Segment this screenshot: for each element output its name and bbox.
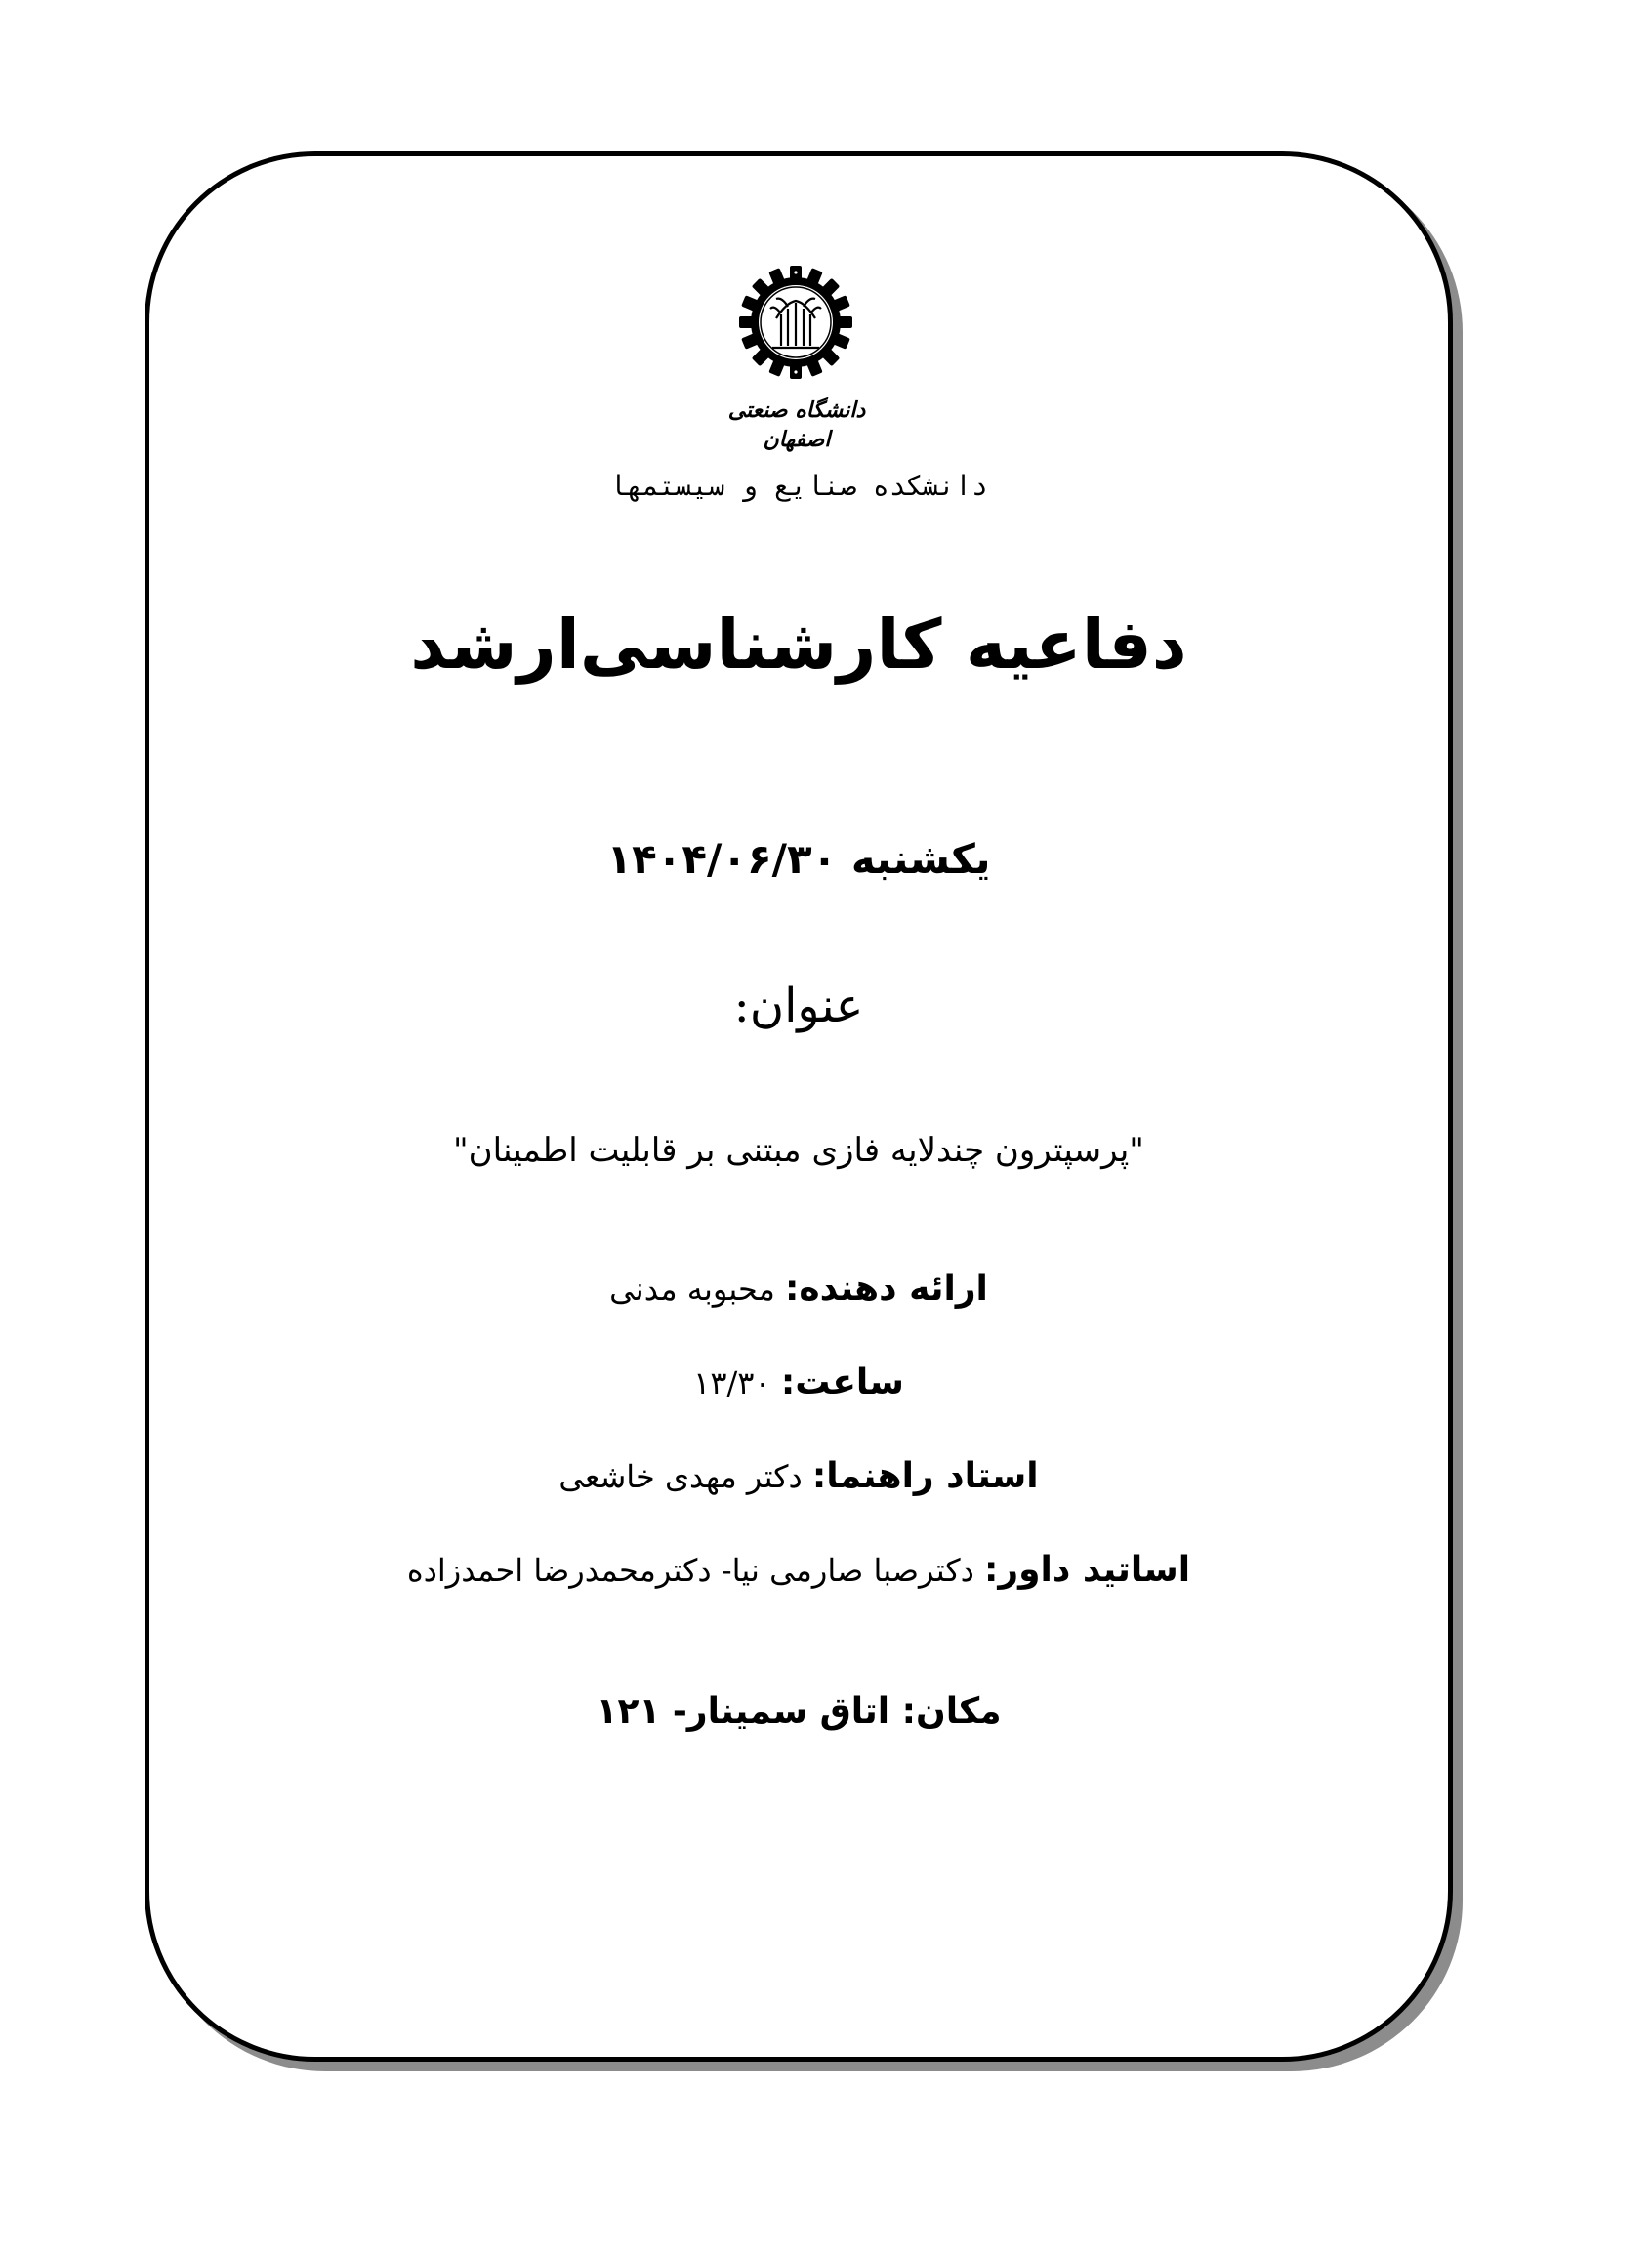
location-line: مکان: اتاق سمینار- ۱۲۱ bbox=[596, 1692, 1002, 1732]
subject-label: عنوان: bbox=[733, 979, 864, 1033]
presenter-line bbox=[145, 1262, 1453, 1316]
page-title: دفاعیه کارشناسی‌ارشد bbox=[410, 605, 1187, 685]
supervisor-label: استاد راهنما: bbox=[811, 1456, 1039, 1496]
faculty-name: دانشکده صنایع و سیستمها bbox=[609, 470, 988, 502]
supervisor-name: دکتر مهدی خاشعی bbox=[558, 1458, 803, 1495]
supervisor-line bbox=[145, 1449, 1453, 1504]
thesis-title: "پرسپترون چندلایه فازی مبتنی بر قابلیت اطمینان" bbox=[453, 1131, 1144, 1170]
time-label: ساعت: bbox=[780, 1362, 904, 1402]
referees-line bbox=[145, 1543, 1453, 1598]
university-name-caption: دانشگاه صنعتی اصفهان bbox=[727, 397, 866, 452]
time-line bbox=[145, 1356, 1453, 1410]
time-value: ۱۳/۳۰ bbox=[693, 1364, 771, 1401]
presenter-label: ارائه دهنده: bbox=[785, 1269, 988, 1309]
referees-names: دکترصبا صارمی نیا- دکترمحمدرضا احمدزاده bbox=[406, 1552, 974, 1589]
university-logo-icon bbox=[737, 264, 854, 381]
defense-date: یکشنبه ۱۴۰۴/۰۶/۳۰ bbox=[606, 835, 991, 883]
presenter-name: محبوبه مدنی bbox=[609, 1271, 775, 1308]
referees-label: اساتید داور: bbox=[984, 1550, 1191, 1590]
